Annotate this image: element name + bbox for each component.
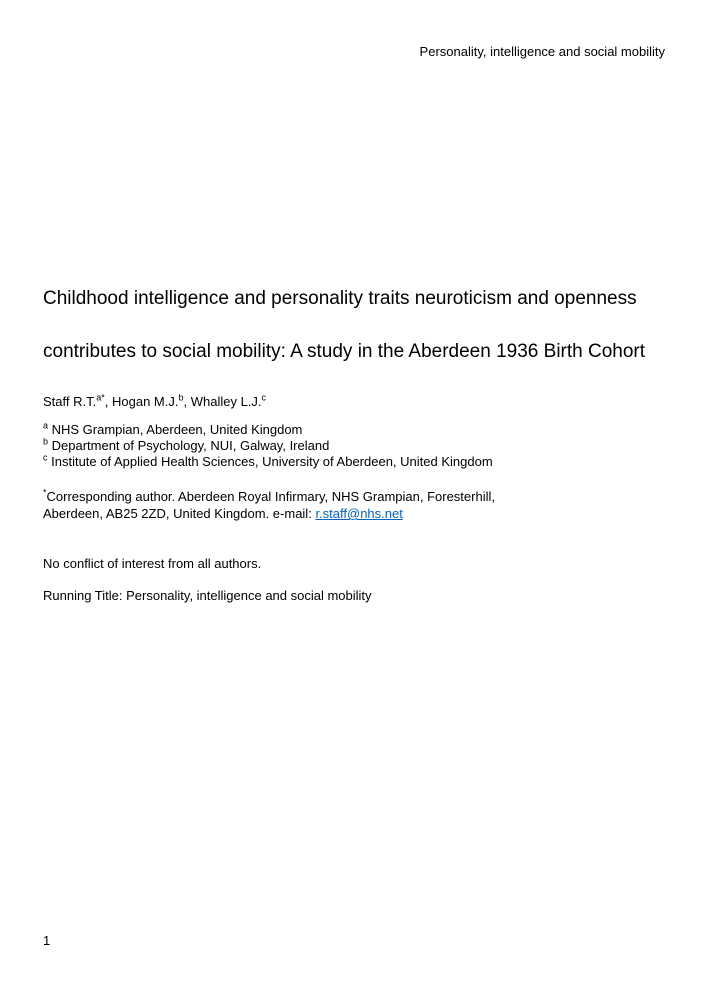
conflict-of-interest-statement: No conflict of interest from all authors.	[43, 556, 262, 571]
corresponding-author-line-1	[43, 488, 665, 505]
email-link[interactable]: r.staff@nhs.net	[315, 506, 403, 521]
author-1-affiliation-mark: a*	[96, 392, 105, 403]
corresponding-author-line-2	[43, 505, 665, 522]
author-2-affiliation-mark: b	[178, 392, 184, 403]
affiliation-b-mark: b	[43, 436, 49, 447]
affiliation-a	[43, 422, 665, 438]
affiliation-a-mark: a	[43, 420, 49, 431]
affiliations-block	[43, 422, 665, 470]
affiliation-c-text: Institute of Applied Health Sciences, University of Aberdeen, United Kingdom	[47, 454, 493, 469]
author-3-affiliation-mark: c	[261, 392, 267, 403]
running-title-line: Running Title: Personality, intelligence and social mobility	[43, 588, 372, 603]
author-1	[43, 394, 112, 409]
running-head: Personality, intelligence and social mobility	[419, 44, 665, 59]
paper-title	[43, 287, 665, 363]
paper-title-line-2: contributes to social mobility: A study in the Aberdeen 1936 Birth Cohort	[43, 341, 646, 362]
paper-title-line-1: Childhood intelligence and personality traits neuroticism and openness	[43, 288, 637, 309]
affiliation-c	[43, 454, 665, 470]
page-number: 1	[43, 933, 51, 948]
corresponding-author-text-2: Aberdeen, AB25 2ZD, United Kingdom. e-mail:	[43, 506, 316, 521]
affiliation-a-text: NHS Grampian, Aberdeen, United Kingdom	[48, 422, 303, 437]
affiliation-b	[43, 438, 665, 454]
corresponding-author-mark: *	[43, 487, 47, 498]
corresponding-author-block	[43, 488, 665, 522]
affiliation-b-text: Department of Psychology, NUI, Galway, Ireland	[48, 438, 330, 453]
author-1-name: Staff R.T.	[43, 394, 97, 409]
affiliation-c-mark: c	[43, 452, 48, 463]
author-separator: ,	[183, 394, 191, 409]
author-2	[112, 394, 191, 409]
author-2-name: Hogan M.J.	[111, 394, 179, 409]
author-3	[191, 394, 266, 409]
author-separator: ,	[104, 394, 112, 409]
corresponding-author-text-1: Corresponding author. Aberdeen Royal Infirmary, NHS Grampian, Foresterhill,	[46, 489, 495, 504]
author-3-name: Whalley L.J.	[190, 394, 262, 409]
author-line	[43, 394, 665, 410]
